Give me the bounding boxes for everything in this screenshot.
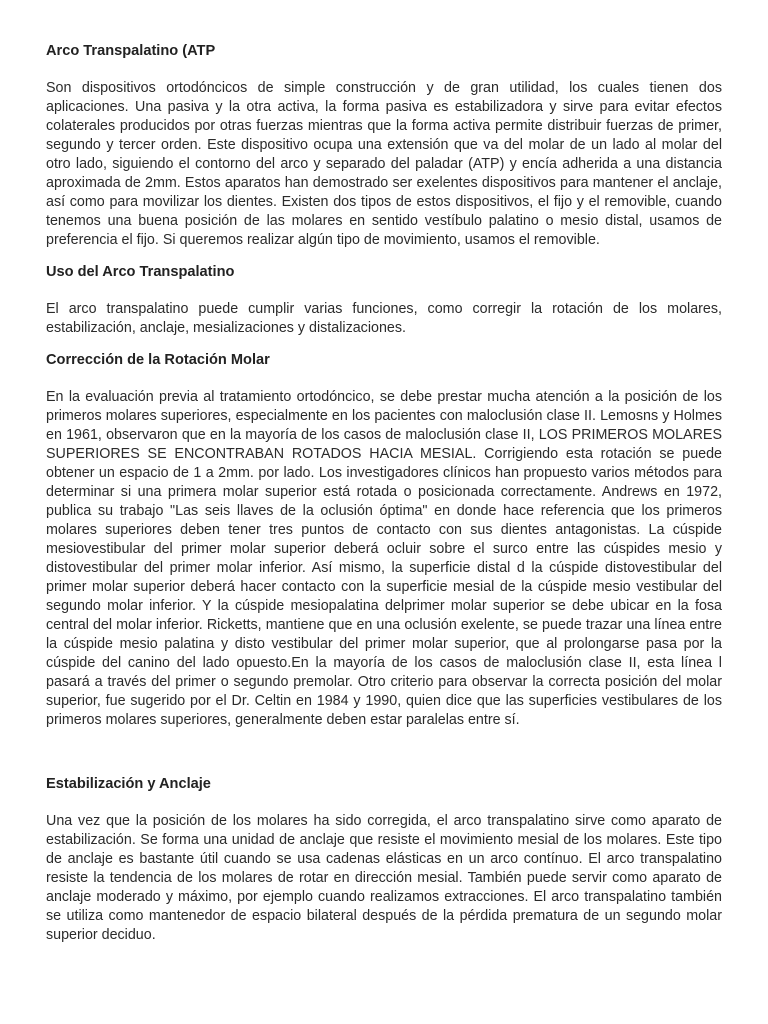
section-heading-estabilizacion: Estabilización y Anclaje (46, 776, 211, 792)
section-paragraph-uso: El arco transpalatino puede cumplir varias funciones, como corregir la rotación de los molares, estabilización, anclaje, mesializaciones y distalizaciones. (46, 301, 722, 336)
section-heading-uso: Uso del Arco Transpalatino (46, 264, 235, 280)
section-paragraph-correccion: En la evaluación previa al tratamiento ortodóncico, se debe prestar mucha atención a la posición de los primeros molares superiores, especialmente en los pacientes con maloclusión clase II. Lemosns y Holmes en 1961, observaron que en la mayoría de los casos de maloclusión clase II, LOS PRIMEROS MOLARES SUPERIORES SE ENCONTRABAN ROTADOS HACIA MESIAL. Corrigiendo esta rotación se puede obtener un espacio de 1 a 2mm. por lado. Los investigadores clínicos han propuesto varios métodos para determinar si una primera molar superior está rotada o posicionada correctamente. Andrews en 1972, publica su trabajo "Las seis llaves de la oclusión óptima" en donde hace referencia que los primeros molares superiores deben tener tres puntos de contacto con sus dientes antagonistas. La cúspide mesiovestibular del primer molar superior deberá ocluir sobre el surco entre las cúspides mesio y distovestibular del primer molar inferior. Así mismo, la superficie distal d la cúspide distovestibular del primer molar superior deberá hacer contacto con la superficie mesial de la cúspide mesio vestibular del segundo molar inferior. Y la cúspide mesiopalatina delprimer molar superior se debe ubicar en la fosa central del molar inferior. Ricketts, mantiene que en una oclusión exelente, se puede trazar una línea entre la cúspide mesio palatina y disto vestibular del primer molar superior, que al prolongarse pasa por la cúspide del canino del lado opuesto.En la mayoría de los casos de maloclusión clase II, esta línea l pasará a través del primer o segundo premolar. Otro criterio para observar la correcta posición del molar superior, fue sugerido por el Dr. Celtin en 1984 y 1990, quien dice que las superficies vestibulares de los primeros molares superiores, generalmente deben estar paralelas entre sí. (46, 389, 722, 728)
section-paragraph-atp: Son dispositivos ortodóncicos de simple construcción y de gran utilidad, los cuales tienen dos aplicaciones. Una pasiva y la otra activa, la forma pasiva es estabilizadora y sirve para evitar efectos colaterales producidos por otras fuerzas mientras que la forma activa permite distribuir fuerzas de primer, segundo y tercer orden. Este dispositivo ocupa una extensión que va del molar de un lado al molar del otro lado, siguiendo el contorno del arco y separado del paladar (ATP) y encía adherida a una distancia aproximada de 2mm. Estos aparatos han demostrado ser exelentes dispositivos para mantener el anclaje, así como para movilizar los dientes. Existen dos tipos de estos dispositivos, el fijo y el removible, cuando tenemos una buena posición de las molares en sentido vestíbulo palatino o mesio distal, usamos de preferencia el fijo. Si queremos realizar algún tipo de movimiento, usamos el removible. (46, 80, 722, 248)
section-paragraph-estabilizacion: Una vez que la posición de los molares ha sido corregida, el arco transpalatino sirve como aparato de estabilización. Se forma una unidad de anclaje que resiste el movimiento mesial de los molares. Este tipo de anclaje es bastante útil cuando se usa cadenas elásticas en un arco contínuo. El arco transpalatino resiste la tendencia de los molares de rotar en dirección mesial. También puede servir como aparato de anclaje moderado y máximo, por ejemplo cuando realizamos extracciones. El arco transpalatino también se utiliza como mantenedor de espacio bilateral después de la pérdida prematura de un segundo molar superior deciduo. (46, 813, 722, 943)
section-heading-atp: Arco Transpalatino (ATP (46, 43, 216, 59)
section-heading-correccion: Corrección de la Rotación Molar (46, 352, 270, 368)
section-spacer (46, 743, 722, 775)
